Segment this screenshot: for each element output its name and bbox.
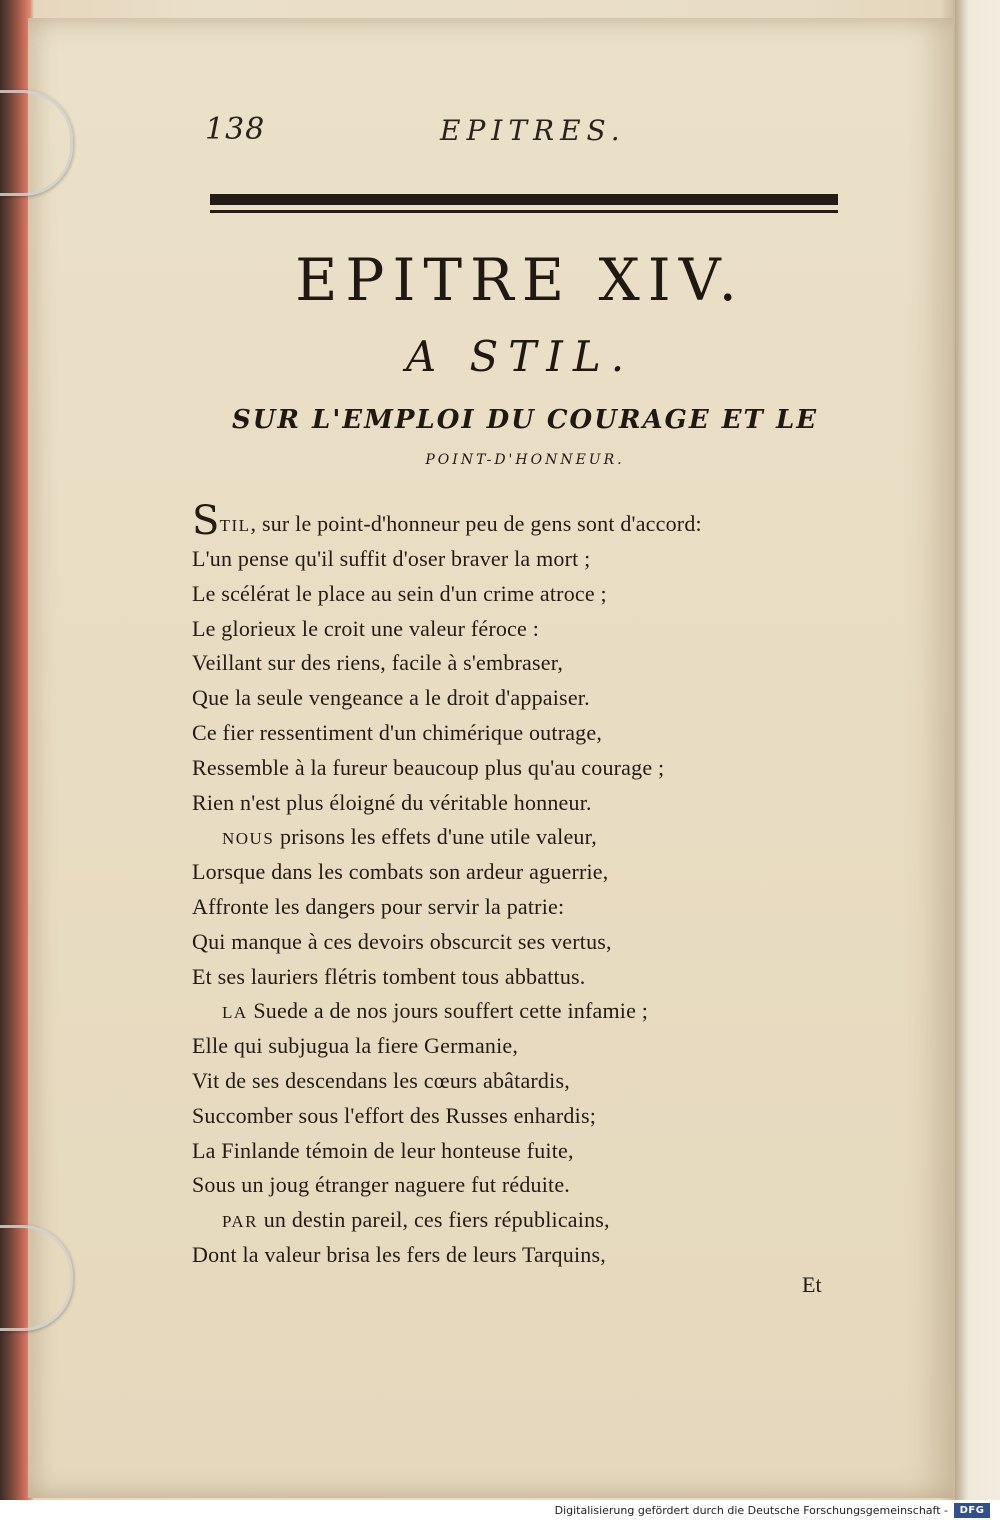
verse-smallcaps: TIL xyxy=(219,516,251,535)
verse-line xyxy=(192,1238,872,1273)
dfg-logo: DFG xyxy=(954,1503,990,1518)
verse-text: Qui manque à ces devoirs obscurcit ses vertus, xyxy=(192,928,612,954)
epistle-subject-line-1: SUR L'EMPLOI DU COURAGE ET LE xyxy=(231,405,819,435)
catchword: Et xyxy=(802,1272,822,1297)
verse-line xyxy=(192,542,872,577)
verse-line xyxy=(192,716,872,751)
running-head xyxy=(0,112,1000,152)
verse-text: Vit de ses descendans les cœurs abâtardis, xyxy=(192,1067,570,1093)
facing-page-edge xyxy=(955,0,1000,1500)
verse-line xyxy=(192,786,872,821)
verse-text: Et ses lauriers flétris tombent tous abbattus. xyxy=(192,963,586,989)
verse-smallcaps: NOUS xyxy=(222,829,275,849)
verse-text: Suede a de nos jours souffert cette infamie ; xyxy=(247,998,649,1024)
verse-text: Que la seule vengeance a le droit d'appaiser. xyxy=(192,685,590,711)
verse-text: Succomber sous l'effort des Russes enhardis; xyxy=(192,1102,597,1128)
epistle-subject-line-2: POINT-D'HONNEUR. xyxy=(425,452,625,468)
verse-line xyxy=(192,646,872,681)
verse-text: L'un pense qu'il suffit d'oser braver la mort ; xyxy=(192,546,591,571)
verse-list xyxy=(192,542,872,1273)
epistle-title: EPITRE XIV. xyxy=(295,246,745,314)
drop-cap: S xyxy=(192,498,220,544)
digitization-footer xyxy=(0,1500,1000,1522)
verse-line xyxy=(192,1029,872,1064)
verse-line xyxy=(192,612,872,647)
verse-text: , sur le point-d'honneur peu de gens sont d'accord: xyxy=(250,511,702,536)
verse-text: Ce fier ressentiment d'un chimérique outrage, xyxy=(192,719,603,745)
verse-line xyxy=(192,1099,872,1134)
verse-smallcaps: LA xyxy=(222,1003,248,1023)
verse-line xyxy=(192,960,872,995)
verse-line xyxy=(192,577,872,612)
verse-line xyxy=(192,1168,872,1203)
verse-line xyxy=(192,1134,872,1169)
verse-smallcaps: PAR xyxy=(222,1212,259,1232)
verse-line xyxy=(192,751,872,786)
verse-text: prisons les effets d'une utile valeur, xyxy=(274,824,597,850)
verse-text: Le scélérat le place au sein d'un crime atroce ; xyxy=(192,580,607,606)
header-rule-thick xyxy=(210,194,838,205)
verse-text: Elle qui subjugua la fiere Germanie, xyxy=(192,1033,519,1059)
verse-line xyxy=(192,994,872,1029)
verse-line xyxy=(192,820,872,855)
verse-text: un destin pareil, ces fiers républicains, xyxy=(258,1207,610,1233)
verse-text: Veillant sur des riens, facile à s'embraser, xyxy=(192,650,564,676)
verse-text: Rien n'est plus éloigné du véritable honneur. xyxy=(192,789,592,815)
poem-body xyxy=(192,500,872,1273)
verse-text: Ressemble à la fureur beaucoup plus qu'au courage ; xyxy=(192,754,665,780)
verse-line xyxy=(192,890,872,925)
verse-line xyxy=(192,1064,872,1099)
verse-text: Dont la valeur brisa les fers de leurs Tarquins, xyxy=(192,1241,606,1267)
verse-line xyxy=(192,855,872,890)
footer-credit: Digitalisierung gefördert durch die Deutsche Forschungsgemeinschaft - xyxy=(554,1504,948,1517)
verse-text: La Finlande témoin de leur honteuse fuite, xyxy=(192,1137,574,1163)
verse-line xyxy=(192,500,872,542)
header-rule-thin xyxy=(210,210,838,213)
verse-line xyxy=(192,681,872,716)
running-title: EPITRES. xyxy=(440,114,626,147)
verse-line xyxy=(192,1203,872,1238)
verse-text: Sous un joug étranger naguere fut réduite. xyxy=(192,1172,571,1198)
verse-text: Affronte les dangers pour servir la patrie: xyxy=(192,893,565,919)
verse-text: Le glorieux le croit une valeur féroce : xyxy=(192,615,540,641)
verse-text: Lorsque dans les combats son ardeur aguerrie, xyxy=(192,859,609,885)
verse-line xyxy=(192,925,872,960)
epistle-addressee: A STIL. xyxy=(405,332,635,381)
page-number: 138 xyxy=(205,112,266,147)
